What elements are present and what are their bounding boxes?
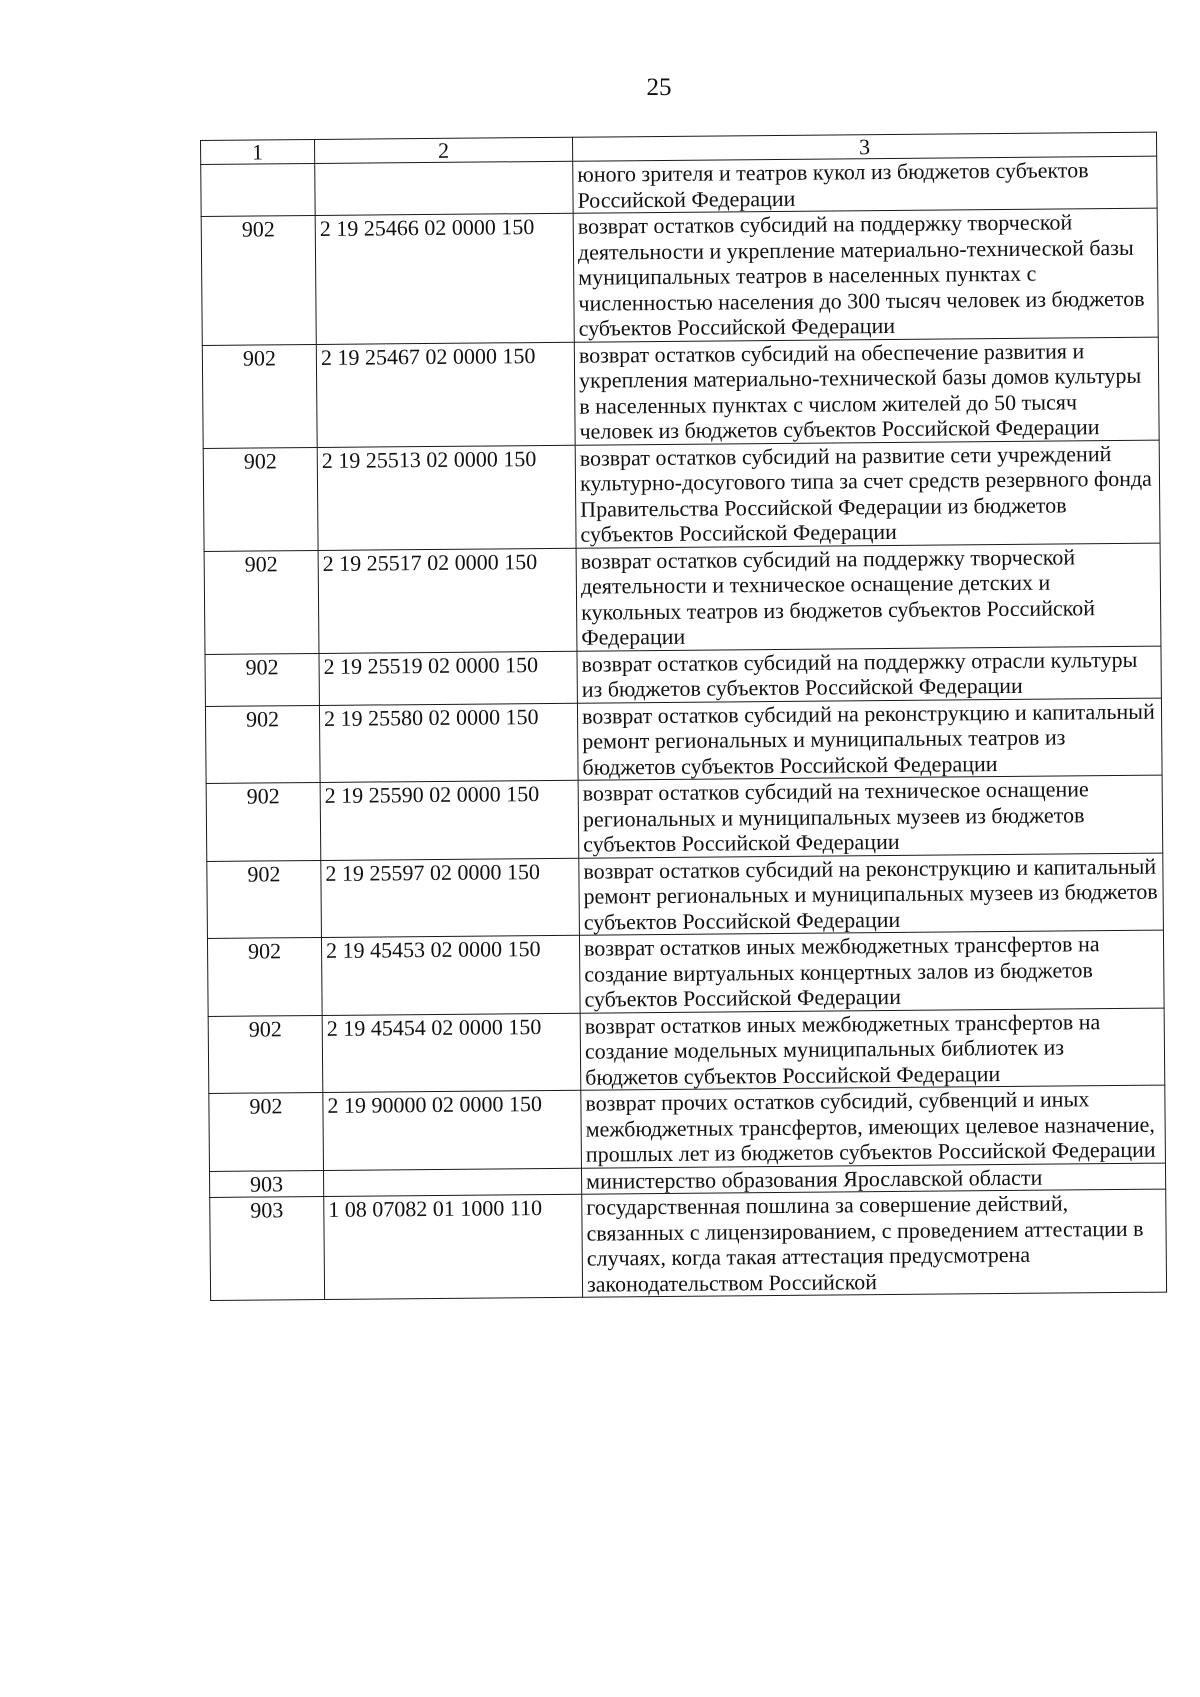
admin-code-cell (201, 163, 315, 216)
description-cell: возврат остатков субсидий на поддержку творческой деятельности и техническое оснащение детских и кукольных театров из бюджетов субъектов Российской Федерации (576, 543, 1161, 651)
table-row (201, 156, 1157, 216)
admin-code-cell: 902 (204, 550, 319, 654)
description-cell: юного зрителя и театров кукол из бюджетов субъектов Российской Федерации (573, 156, 1157, 213)
description-cell: возврат остатков субсидий на поддержку творческой деятельности и укрепление материально-технической базы муниципальных театров в населенных пунктах с численностью населения до 300 тысяч человек из бюджетов субъектов Российской Федерации (573, 208, 1158, 342)
table-row (207, 930, 1164, 1016)
budget-code-cell: 2 19 25519 02 0000 150 (319, 651, 577, 705)
budget-code-cell: 2 19 25597 02 0000 150 (321, 858, 580, 938)
admin-code-cell: 903 (209, 1170, 323, 1197)
description-cell: возврат прочих остатков субсидий, субвенций и иных межбюджетных трансфертов, имеющих целевое назначение, прошлых лет из бюджетов субъектов Российской Федерации (581, 1085, 1166, 1168)
header-col-2: 2 (315, 137, 573, 163)
budget-code-cell: 1 08 07082 01 1000 110 (324, 1194, 583, 1299)
description-cell: возврат остатков субсидий на реконструкцию и капитальный ремонт региональных и муниципальных театров из бюджетов субъектов Российской Федерации (577, 698, 1162, 781)
admin-code-cell: 902 (207, 860, 322, 938)
description-cell: возврат остатков субсидий на реконструкцию и капитальный ремонт региональных и муниципальных музеев из бюджетов субъектов Российской Федерации (579, 853, 1164, 936)
admin-code-cell: 902 (206, 782, 321, 860)
description-cell: возврат остатков субсидий на техническое оснащение региональных и муниципальных музеев из бюджетов субъектов Российской Федерации (578, 775, 1163, 858)
budget-code-cell: 2 19 25466 02 0000 150 (315, 213, 574, 344)
budget-code-cell: 2 19 25513 02 0000 150 (317, 445, 576, 550)
page-number: 25 (646, 74, 672, 101)
table-row (205, 646, 1161, 706)
table-row (208, 1008, 1165, 1094)
description-cell: государственная пошлина за совершение действий, связанных с лицензированием, с проведением аттестации в случаях, когда такая аттестация предусмотрена законодательством Российской (582, 1189, 1167, 1297)
budget-code-cell: 2 19 45454 02 0000 150 (322, 1013, 581, 1093)
admin-code-cell: 902 (202, 344, 317, 448)
admin-code-cell: 902 (208, 1015, 323, 1093)
admin-code-cell: 902 (205, 705, 320, 783)
budget-code-cell: 2 19 25517 02 0000 150 (318, 548, 577, 653)
table-row (202, 337, 1159, 448)
description-cell: министерство образования Ярославской области (581, 1163, 1165, 1195)
budget-code-cell (323, 1168, 581, 1197)
budget-code-cell: 2 19 25580 02 0000 150 (319, 703, 578, 783)
header-col-3: 3 (572, 132, 1156, 161)
description-cell: возврат остатков субсидий на развитие сети учреждений культурно-досугового типа за счет средств резервного фонда Правительства Российской Федерации из бюджетов субъектов Российской Федерации (575, 440, 1160, 548)
admin-code-cell: 902 (201, 215, 316, 344)
admin-code-cell: 902 (203, 447, 318, 551)
description-cell: возврат остатков иных межбюджетных трансфертов на создание модельных муниципальных библиотек из бюджетов субъектов Российской Федерации (580, 1008, 1165, 1091)
budget-code-cell: 2 19 25467 02 0000 150 (316, 342, 575, 447)
table-row (201, 208, 1158, 345)
admin-code-cell: 902 (209, 1092, 324, 1170)
budget-code-cell (315, 161, 573, 215)
table-row (204, 543, 1161, 654)
admin-code-cell: 902 (207, 937, 322, 1015)
table-row (207, 853, 1164, 939)
table-row (206, 775, 1163, 861)
budget-code-cell: 2 19 90000 02 0000 150 (323, 1090, 582, 1170)
table-row (203, 440, 1160, 551)
admin-code-cell: 902 (205, 653, 319, 706)
table-row (210, 1189, 1167, 1300)
description-cell: возврат остатков иных межбюджетных трансфертов на создание виртуальных концертных залов из бюджетов субъектов Российской Федерации (579, 930, 1164, 1013)
description-cell: возврат остатков субсидий на обеспечение развития и укрепления материально-технической базы домов культуры в населенных пунктах с числом жителей до 50 тысяч человек из бюджетов субъектов Российской Федерации (574, 337, 1159, 445)
description-cell: возврат остатков субсидий на поддержку отрасли культуры из бюджетов субъектов Российской Федерации (577, 646, 1161, 703)
budget-code-cell: 2 19 45453 02 0000 150 (321, 935, 580, 1015)
table-row (205, 698, 1162, 784)
header-col-1: 1 (201, 140, 315, 165)
budget-classification-table (200, 132, 1167, 1301)
budget-code-cell: 2 19 25590 02 0000 150 (320, 780, 579, 860)
table-row (209, 1085, 1166, 1171)
admin-code-cell: 903 (210, 1196, 325, 1300)
